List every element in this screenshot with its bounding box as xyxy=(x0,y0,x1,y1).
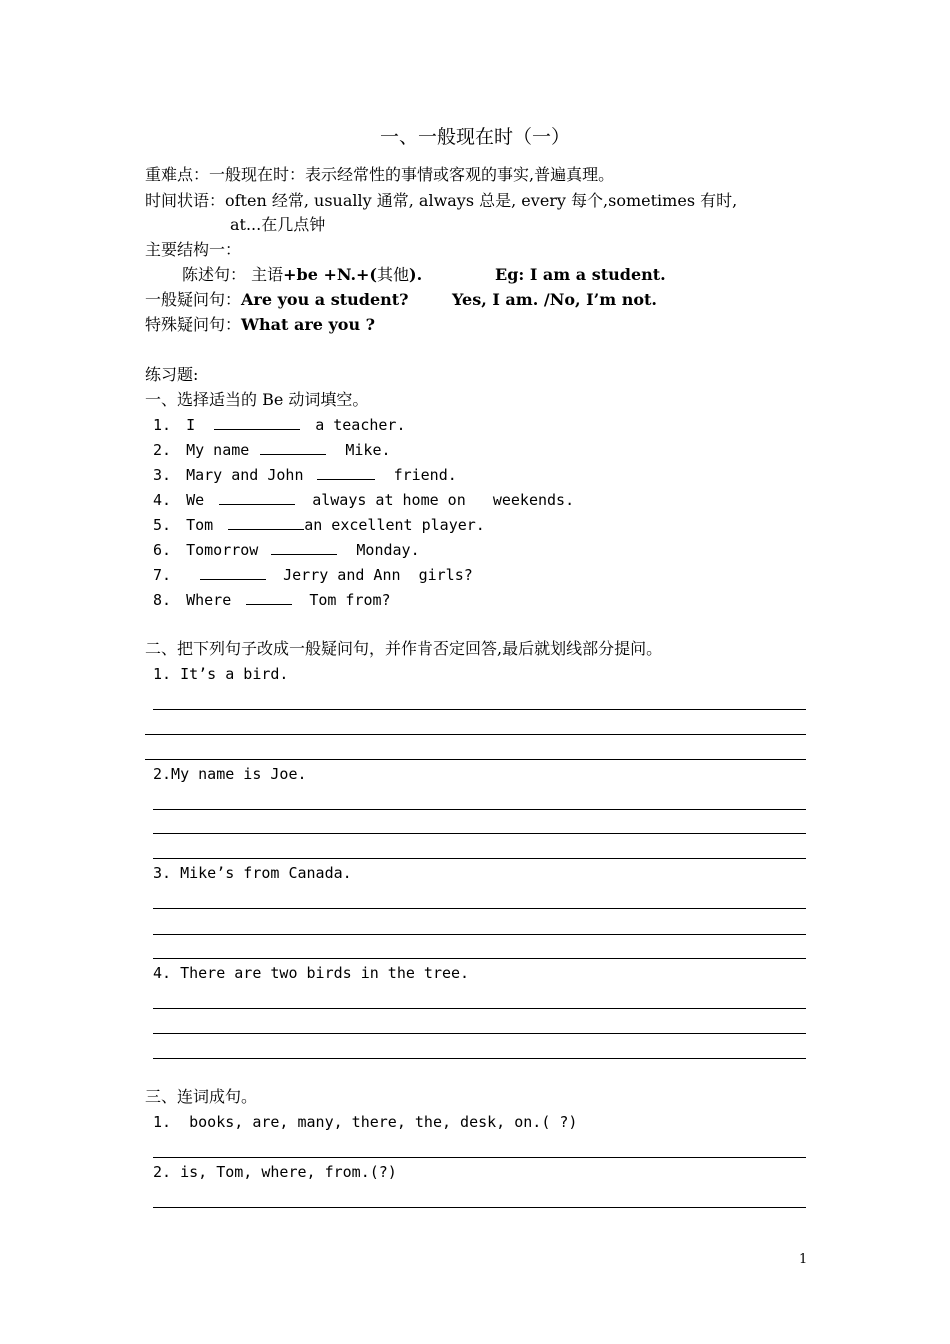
answer-line[interactable] xyxy=(153,1008,806,1009)
answer-blank[interactable] xyxy=(219,490,295,505)
item-number: 3. xyxy=(153,466,172,484)
answer-blank[interactable] xyxy=(260,440,326,455)
section3-heading: 三、连词成句。 xyxy=(145,1087,258,1106)
answer-line[interactable] xyxy=(153,833,806,834)
special-question-label: 特殊疑问句： xyxy=(145,315,242,334)
fill-item-8 xyxy=(153,589,391,611)
item-after: Monday. xyxy=(356,541,420,559)
transform-item-4: 4. There are two birds in the tree. xyxy=(153,964,470,982)
item-number: 7. xyxy=(153,566,172,584)
transform-item-3: 3. Mike’s from Canada. xyxy=(153,864,352,882)
answer-line[interactable] xyxy=(145,734,806,735)
answer-line[interactable] xyxy=(153,1207,806,1208)
item-number: 5. xyxy=(153,516,172,534)
item-number: 8. xyxy=(153,591,172,609)
statement-line xyxy=(182,264,422,286)
fill-item-6 xyxy=(153,539,420,561)
answer-blank[interactable] xyxy=(246,590,292,605)
item-number: 2. xyxy=(153,441,172,459)
section1-heading: 一、选择适当的 Be 动词填空。 xyxy=(145,390,369,409)
item-before: Mary and John xyxy=(186,466,304,484)
general-question: Are you a student? xyxy=(241,290,409,309)
statement-close: ). xyxy=(409,265,423,284)
exercises-heading: 练习题: xyxy=(145,365,199,384)
fill-item-7 xyxy=(153,564,473,586)
fill-item-1 xyxy=(153,414,406,436)
item-before: We xyxy=(186,491,205,509)
page-number: 1 xyxy=(799,1252,808,1267)
reorder-item-1: 1. books, are, many, there, the, desk, on.( ?) xyxy=(153,1113,578,1131)
statement-other: 其他 xyxy=(377,265,410,284)
section2-heading: 二、把下列句子改成一般疑问句，并作肯否定回答,最后就划线部分提问。 xyxy=(145,639,663,658)
fill-item-3 xyxy=(153,464,457,486)
item-after: always at home on weekends. xyxy=(312,491,575,509)
item-before: Tom xyxy=(186,516,214,534)
answer-blank[interactable] xyxy=(200,565,266,580)
item-number: 6. xyxy=(153,541,172,559)
item-before: My name xyxy=(186,441,250,459)
answer-line[interactable] xyxy=(153,908,806,909)
item-after: a teacher. xyxy=(315,416,406,434)
item-after: Tom from? xyxy=(309,591,391,609)
answer-blank[interactable] xyxy=(228,515,304,530)
fill-item-5 xyxy=(153,514,485,536)
statement-example: Eg: I am a student. xyxy=(495,265,666,284)
answer-line[interactable] xyxy=(153,1157,806,1158)
item-before: Tomorrow xyxy=(186,541,259,559)
time-adverbials-line2: at...在几点钟 xyxy=(230,215,326,234)
general-answer: Yes, I am. /No, I’m not. xyxy=(452,290,657,309)
structure-heading: 主要结构一： xyxy=(145,240,242,259)
answer-line[interactable] xyxy=(145,759,806,760)
answer-blank[interactable] xyxy=(317,465,375,480)
answer-line[interactable] xyxy=(153,858,806,859)
special-question-line xyxy=(145,314,375,336)
fill-item-2 xyxy=(153,439,391,461)
item-before: Where xyxy=(186,591,232,609)
general-question-label: 一般疑问句： xyxy=(145,290,242,309)
answer-line[interactable] xyxy=(153,709,806,710)
general-question-line xyxy=(145,289,409,311)
item-after: Mike. xyxy=(345,441,391,459)
page-title: 一、一般现在时（一） xyxy=(379,126,570,148)
item-before: I xyxy=(186,416,196,434)
answer-line[interactable] xyxy=(153,1033,806,1034)
statement-formula: +be +N.+( xyxy=(283,265,377,284)
answer-blank[interactable] xyxy=(271,540,337,555)
answer-line[interactable] xyxy=(153,809,806,810)
transform-item-1: 1. It’s a bird. xyxy=(153,665,289,683)
key-points: 重难点：一般现在时：表示经常性的事情或客观的事实,普遍真理。 xyxy=(145,165,615,184)
fill-item-4 xyxy=(153,489,574,511)
reorder-item-2: 2. is, Tom, where, from.(?) xyxy=(153,1163,397,1181)
item-after: Jerry and Ann girls? xyxy=(283,566,473,584)
answer-line[interactable] xyxy=(153,934,806,935)
answer-line[interactable] xyxy=(153,958,806,959)
special-question: What are you ? xyxy=(241,315,376,334)
transform-item-2: 2.My name is Joe. xyxy=(153,765,307,783)
item-number: 1. xyxy=(153,416,172,434)
statement-label: 陈述句： 主语 xyxy=(182,265,284,284)
item-after: an excellent player. xyxy=(304,516,485,534)
item-number: 4. xyxy=(153,491,172,509)
answer-blank[interactable] xyxy=(214,415,300,430)
item-after: friend. xyxy=(393,466,457,484)
time-adverbials-line1: 时间状语：often 经常, usually 通常, always 总是, every 每个,sometimes 有时, xyxy=(145,191,738,210)
answer-line[interactable] xyxy=(153,1058,806,1059)
